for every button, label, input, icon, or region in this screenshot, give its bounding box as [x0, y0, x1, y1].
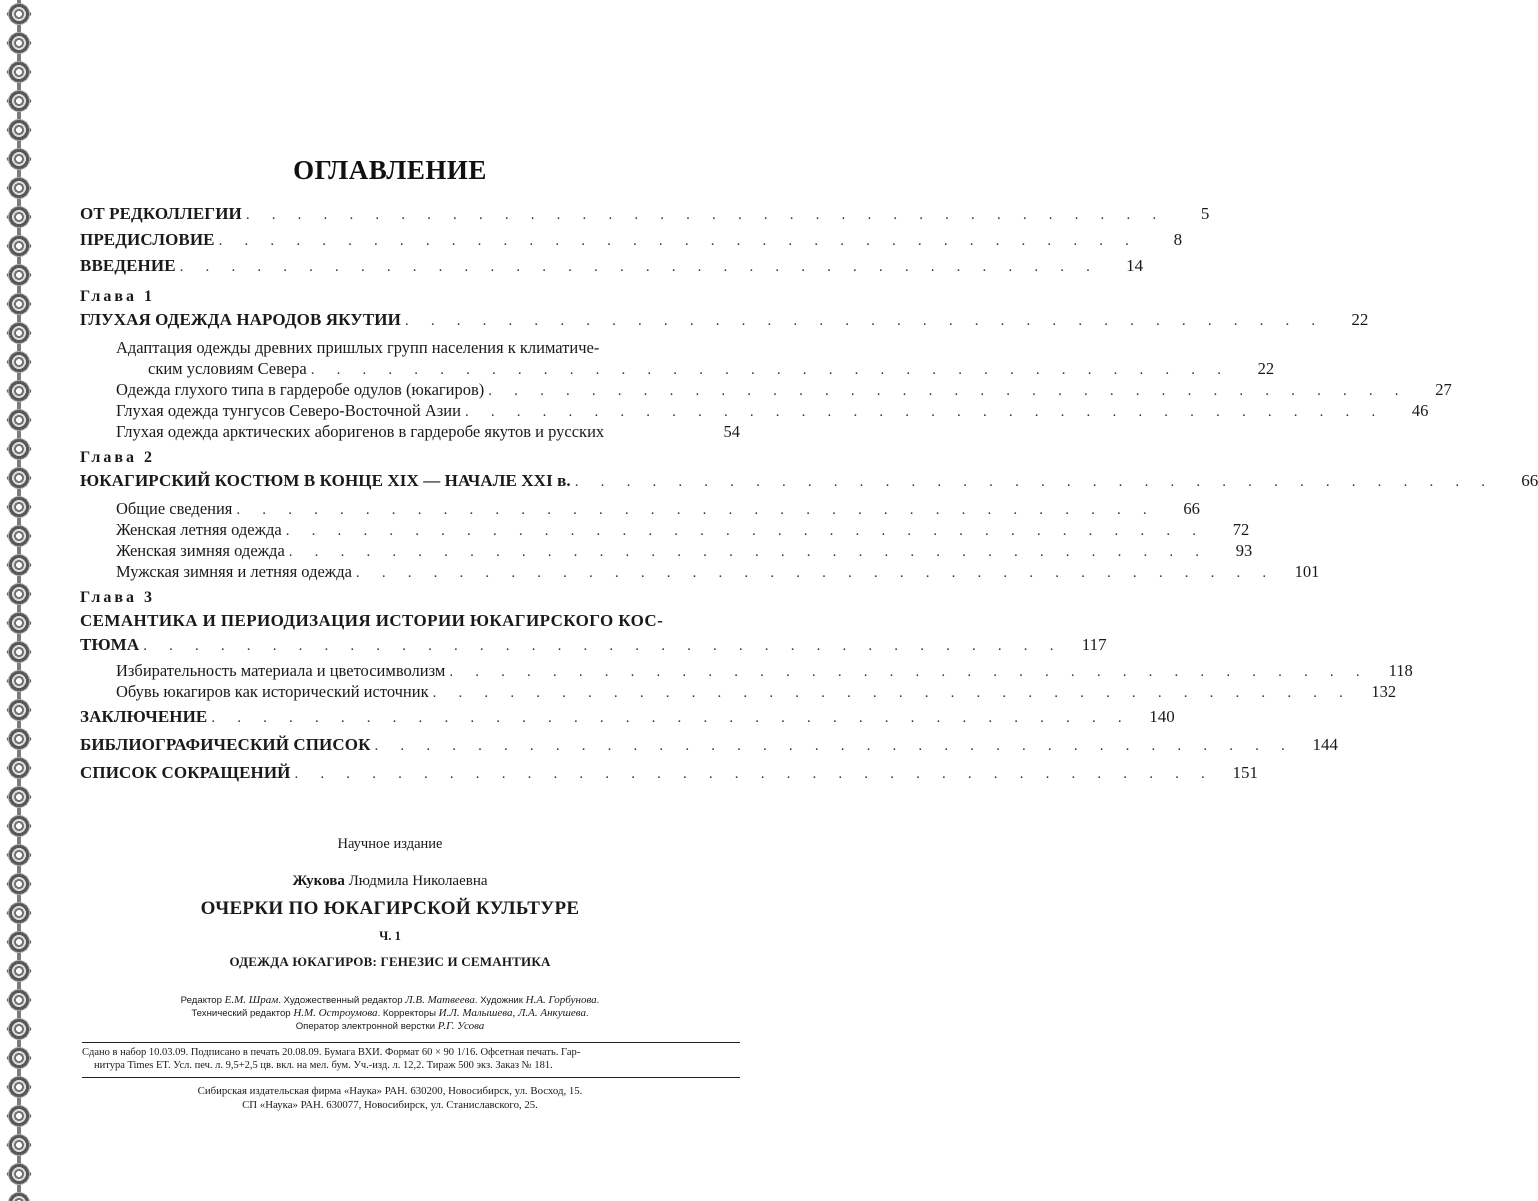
- toc-section-entry[interactable]: [80, 401, 1429, 422]
- leader-dots: . . . . . . . . . . . . . . . . . . . . . . . . . . . . . . . . . . . .: [449, 664, 1369, 680]
- toc-section-label: Общие сведения: [80, 499, 236, 519]
- toc-section-label: Одежда глухого типа в гардеробе одулов (юкагиров): [80, 380, 488, 400]
- page-title: ОГЛАВЛЕНИЕ: [293, 155, 487, 185]
- toc-page-number: 140: [1149, 707, 1175, 726]
- proofreaders-role: Корректоры: [382, 1008, 436, 1019]
- leader-dots: . . . . . . . . . . . . . . . . . . . . . . . . . . . . . . . . . . . .: [432, 685, 1353, 701]
- tech-editor-name: Н.М. Остроумова: [293, 1007, 378, 1019]
- toc-entry-preface[interactable]: [80, 230, 1183, 256]
- toc-section-entry[interactable]: [80, 682, 1397, 703]
- book-title: ОЧЕРКИ ПО ЮКАГИРСКОЙ КУЛЬТУРЕ: [200, 898, 580, 919]
- toc-section-entry[interactable]: [80, 661, 1413, 682]
- toc-page-number: 66: [1183, 499, 1200, 518]
- toc-section-entry[interactable]: [80, 520, 1250, 541]
- leader-dots: . . . . . . . . . . . . . . . . . . . . . . . . . . . . . . . . . . . .: [404, 313, 1325, 329]
- toc-section-entry[interactable]: [80, 380, 1452, 401]
- toc-page-number: 46: [1411, 401, 1429, 420]
- leader-dots: . . . . . . . . . . . . . . . . . . . . . . . . . . . . . . . . . . . .: [574, 474, 1495, 490]
- toc-entry-label: БИБЛИОГРАФИЧЕСКИЙ СПИСОК: [80, 735, 375, 755]
- leader-dots: . . . . . . . . . . . . . . . . . . . . . . . . . . . . . . . . . . . .: [464, 404, 1385, 420]
- art-editor-name: Л.В. Матвеева: [405, 994, 475, 1006]
- toc-entry-editorial[interactable]: [80, 204, 1210, 230]
- leader-dots: . . . . . . . . . . . . . . . . . . . . . . . . . . . . . . . . . . . .: [285, 523, 1206, 539]
- author-given-names: Людмила Николаевна: [348, 873, 488, 889]
- art-editor-role: Художественный редактор: [283, 995, 403, 1006]
- toc-page-number: 151: [1232, 763, 1258, 782]
- divider-rule: [82, 1077, 740, 1078]
- toc-page-number: 101: [1294, 562, 1320, 581]
- toc-page-number: 27: [1435, 380, 1452, 399]
- toc-entry-abbreviations[interactable]: [80, 763, 1258, 791]
- toc-section-entry[interactable]: [80, 541, 1253, 562]
- chapter-3-heading: Глава 3: [80, 589, 155, 606]
- layout-operator-role: Оператор электронной верстки: [295, 1021, 436, 1032]
- chapter-1-heading: Глава 1: [80, 288, 155, 305]
- publisher-line1: Сибирская издательская фирма «Наука» РАН. 630200, Новосибирск, ул. Восход, 15.: [197, 1085, 583, 1097]
- toc-entry-bibliography[interactable]: [80, 735, 1338, 763]
- leader-dots: . . . . . . . . . . . . . . . . . . . . . . . . . . . . . . . . . . . .: [355, 565, 1276, 581]
- table-of-contents: [80, 204, 1538, 791]
- toc-entry-label: ЮКАГИРСКИЙ КОСТЮМ В КОНЦЕ XIX — НАЧАЛЕ XXI в.: [80, 471, 575, 491]
- publisher-info: [0, 1085, 780, 1112]
- toc-section-label: Глухая одежда арктических аборигенов в гардеробе якутов и русских: [80, 422, 608, 442]
- toc-page-number: 117: [1081, 635, 1107, 654]
- publisher-line2: СП «Наука» РАН. 630077, Новосибирск, ул. Станиславского, 25.: [242, 1098, 538, 1111]
- leader-dots: . . . . . . . . . . . . . . . . . . . . . . . . . . . . . . . . . . . .: [245, 207, 1166, 223]
- leader-dots: . . . . . . . . . . . . . . . . . . . . . . . . . . . . . . . . . . . .: [211, 710, 1131, 726]
- toc-section-label: Обувь юкагиров как исторический источник: [80, 682, 433, 702]
- leader-dots: . . . . . . . . . . . . . . . . . . . . . . . . . . . . . . . . . . . .: [294, 766, 1214, 782]
- leader-dots: . . . . . . . . . . . . . . . . . . . . . . . . . . . . . . . . . . . .: [218, 233, 1139, 249]
- divider-rule: [82, 1042, 740, 1043]
- leader-dots: . . . . . . . . . . . . . . . . . . . . . . . . . . . . . . . . . . . .: [374, 738, 1294, 754]
- leader-dots: . . . . . . . . . . . . . . . . . . . . . . . . . . . . . . . . . . . .: [288, 544, 1209, 560]
- toc-entry-chapter-2[interactable]: [80, 471, 1538, 499]
- toc-section-entry[interactable]: [80, 499, 1200, 520]
- leader-dots: . . . . . . . . . . . . . . . . . . . . . . . . . . . . . . . . . . . .: [179, 259, 1100, 275]
- toc-page-number: 118: [1388, 661, 1413, 680]
- toc-page-number: 54: [723, 422, 740, 441]
- toc-page-number: 93: [1235, 541, 1253, 560]
- book-part: Ч. 1: [379, 929, 401, 943]
- leader-dots: . . . . . . . . . . . . . . . . . . . . . . . . . . . . . . . . . . . .: [488, 383, 1408, 399]
- toc-section-entry[interactable]: [80, 359, 1275, 380]
- artist-role: Художник: [480, 995, 523, 1006]
- toc-page-number: 5: [1200, 204, 1210, 223]
- layout-operator-name: Р.Г. Усова: [437, 1020, 485, 1032]
- toc-page-number: 22: [1351, 310, 1369, 329]
- toc-section-entry[interactable]: [80, 562, 1320, 583]
- print-info: [82, 1046, 740, 1072]
- toc-entry-chapter-3[interactable]: [80, 635, 1107, 661]
- toc-section-label: Женская летняя одежда: [80, 520, 286, 540]
- chapter-3-title-line1: СЕМАНТИКА И ПЕРИОДИЗАЦИЯ ИСТОРИИ ЮКАГИРСКОГО КОС-: [80, 611, 664, 630]
- toc-entry-label: ВВЕДЕНИЕ: [80, 256, 180, 276]
- toc-section-label: ским условиям Севера: [80, 359, 311, 379]
- toc-section-entry[interactable]: [80, 422, 740, 443]
- edition-type: Научное издание: [337, 836, 443, 852]
- toc-section-label-line1: Адаптация одежды древних пришлых групп населения к климатиче-: [116, 338, 600, 357]
- toc-entry-introduction[interactable]: [80, 256, 1144, 282]
- toc-entry-label: ПРЕДИСЛОВИЕ: [80, 230, 219, 250]
- toc-section-label: Женская зимняя одежда: [80, 541, 289, 561]
- tech-editor-role: Технический редактор: [191, 1008, 291, 1019]
- print-info-line2: нитура Times ET. Усл. печ. л. 9,5+2,5 цв. вкл. на мел. бум. Уч.-изд. л. 12,2. Тираж 500 экз. Заказ № 181.: [94, 1060, 553, 1071]
- toc-section-label: Избирательность материала и цветосимволизм: [80, 661, 449, 681]
- toc-page-number: 22: [1257, 359, 1275, 378]
- toc-section-label: Мужская зимняя и летняя одежда: [80, 562, 356, 582]
- print-info-line1: Сдано в набор 10.03.09. Подписано в печать 20.08.09. Бумага ВХИ. Формат 60 × 90 1/16. Офсетная печать. Гар-: [82, 1047, 581, 1058]
- toc-entry-label: СПИСОК СОКРАЩЕНИЙ: [80, 763, 295, 783]
- proofreaders-names: И.Л. Малышева, Л.А. Анкушева: [438, 1007, 586, 1019]
- artist-name: Н.А. Горбунова: [525, 994, 597, 1006]
- leader-dots: . . . . . . . . . . . . . . . . . . . . . . . . . . . . . . . . . . . .: [143, 638, 1063, 654]
- toc-page-number: 66: [1521, 471, 1538, 490]
- toc-page-number: 8: [1173, 230, 1183, 249]
- toc-entry-chapter-1[interactable]: [80, 310, 1369, 338]
- author-surname: Жукова: [292, 873, 345, 889]
- toc-page-number: 132: [1371, 682, 1397, 701]
- author-name: [0, 873, 780, 890]
- book-subtitle: ОДЕЖДА ЮКАГИРОВ: ГЕНЕЗИС И СЕМАНТИКА: [229, 954, 551, 969]
- toc-entry-label: ОТ РЕДКОЛЛЕГИИ: [80, 204, 246, 224]
- leader-dots: . . . . . . . . . . . . . . . . . . . . . . . . . . . . . . . . . . . .: [236, 502, 1156, 518]
- editor-name: Е.М. Шрам: [224, 994, 279, 1006]
- chapter-2-heading: Глава 2: [80, 449, 155, 466]
- toc-page-number: 144: [1312, 735, 1338, 754]
- toc-entry-label: ЗАКЛЮЧЕНИЕ: [80, 707, 211, 727]
- toc-section-label: Глухая одежда тунгусов Северо-Восточной Азии: [80, 401, 465, 421]
- editor-role: Редактор: [180, 995, 222, 1006]
- toc-page-number: 72: [1232, 520, 1250, 539]
- leader-dots: . . . . . . . . . . . . . . . . . . . . . . . . . . . . . . . . . . . .: [310, 362, 1231, 378]
- toc-page-number: 14: [1126, 256, 1144, 275]
- toc-entry-label: ГЛУХАЯ ОДЕЖДА НАРОДОВ ЯКУТИИ: [80, 310, 405, 330]
- credits: Редактор Е.М. Шрам. Художественный редактор Л.В. Матвеева. Художник Н.А. Горбунова. Технический редактор Н.М. Остроумова. Корректоры И.Л. Малышева, Л.А. Анкушева. Оператор электронной верстки Р.Г. Усова: [180, 994, 600, 1032]
- toc-entry-conclusion[interactable]: [80, 707, 1175, 735]
- toc-entry-label: ТЮМА: [80, 635, 143, 655]
